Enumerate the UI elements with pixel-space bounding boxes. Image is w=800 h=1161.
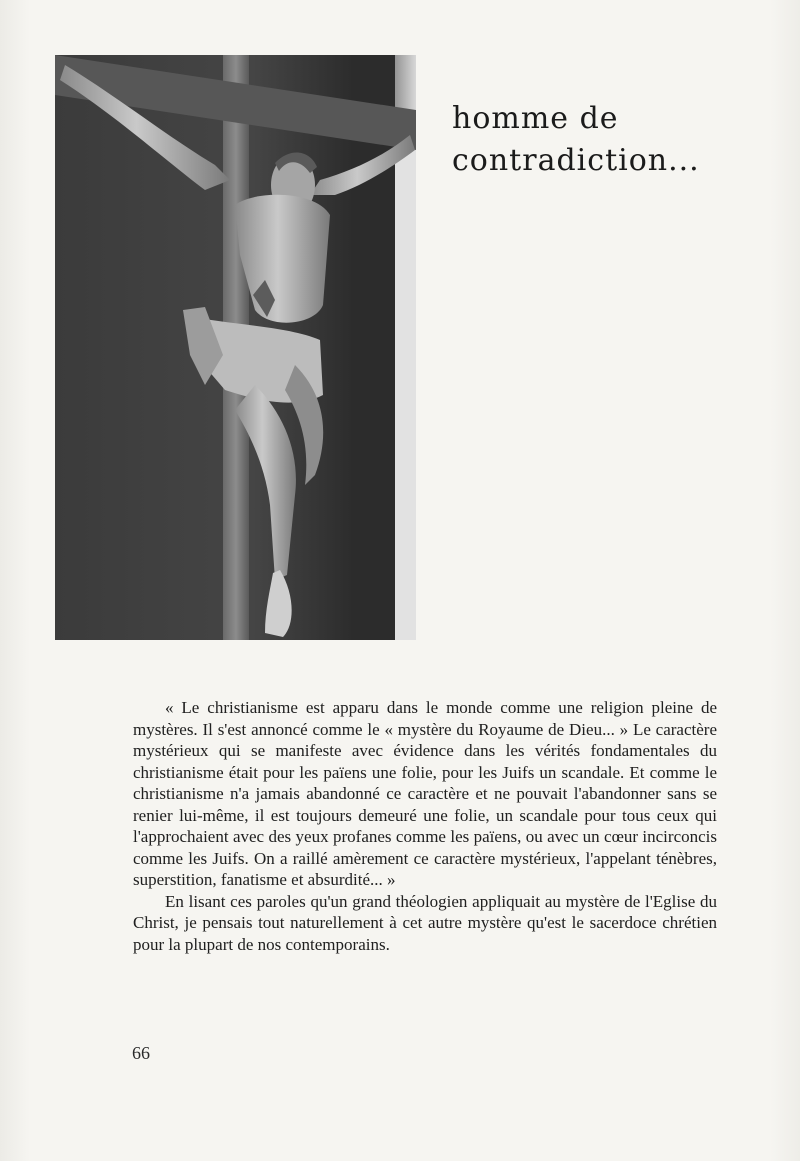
paragraph-quote: « Le christianisme est apparu dans le monde comme une religion pleine de mystères. Il s'est annoncé comme le « mystère du Royaume de Dieu... » Le caractère mystérieux qui se manifeste avec évidence dans les vérités fondamentales du christianisme était pour les païens une folie, pour les Juifs un scandale. Et comme le christianisme n'a jamais abandonné ce caractère et ne pouvait l'abandonner sans se renier lui-même, il est toujours demeuré une folie, un scandale pour tous ceux qui l'approchaient avec des yeux profanes comme les païens, ou avec un cœur incirconcis comme les Juifs. On a raillé amèrement ce caractère mystérieux, l'appelant ténèbres, superstition, fanatisme et absurdité... » [133, 698, 717, 889]
title-line-1: homme de [452, 101, 619, 136]
page-number: 66 [132, 1043, 150, 1063]
crucifix-photo [55, 55, 416, 640]
page-title [452, 98, 700, 182]
title-line-2: contradiction... [452, 143, 700, 178]
paragraph-commentary: En lisant ces paroles qu'un grand théologien appliquait au mystère de l'Eglise du Christ, je pensais tout naturellement à cet autre mystère qu'est le sacerdoce chrétien pour la plupart de nos contemporains. [133, 891, 717, 954]
body-text [133, 697, 717, 955]
